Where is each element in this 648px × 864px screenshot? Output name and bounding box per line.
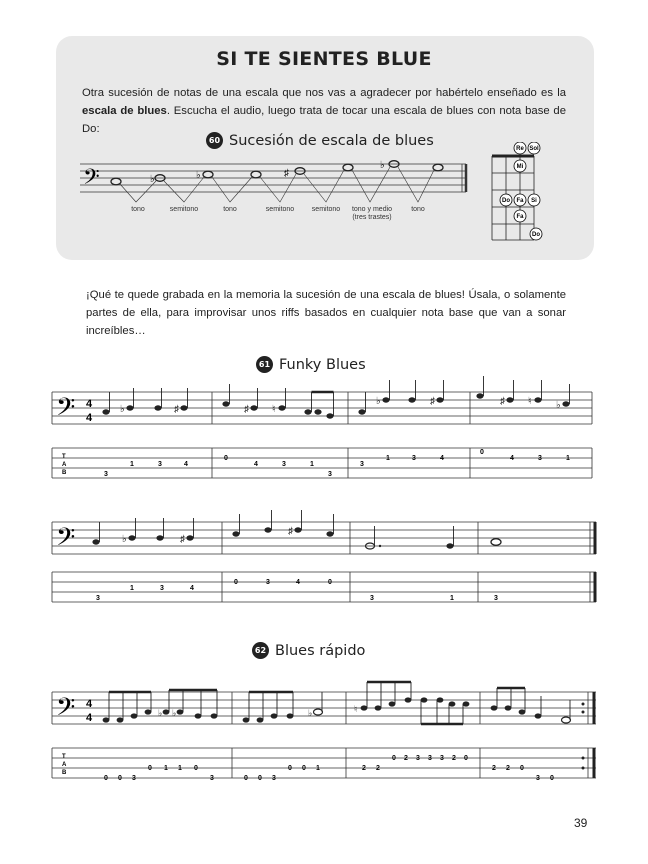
svg-text:3: 3 — [266, 579, 270, 586]
svg-text:0: 0 — [194, 765, 198, 772]
bass-clef-icon: 𝄢 — [56, 694, 76, 727]
svg-text:3: 3 — [272, 775, 276, 782]
svg-text:0: 0 — [464, 755, 468, 762]
fret-note-do: Do — [502, 198, 510, 204]
time-sig-bottom: 4 — [86, 712, 93, 724]
svg-text:3: 3 — [158, 461, 162, 468]
svg-text:3: 3 — [536, 775, 540, 782]
svg-text:2: 2 — [376, 765, 380, 772]
box-intro: Otra sucesión de notas de una escala que nos vas a agradecer por habértelo enseñado es la escala de blues. Escucha el audio, luego trata de tocar una escala de blues con nota base de Do: — [82, 87, 566, 135]
svg-text:0: 0 — [550, 775, 554, 782]
svg-text:0: 0 — [148, 765, 152, 772]
interval-label: tono — [131, 206, 145, 213]
svg-text:2: 2 — [492, 765, 496, 772]
svg-text:♯: ♯ — [430, 396, 435, 407]
svg-text:0: 0 — [118, 775, 122, 782]
svg-text:4: 4 — [190, 585, 194, 592]
svg-text:1: 1 — [566, 455, 570, 462]
svg-text:♮: ♮ — [354, 704, 358, 714]
svg-text:♭: ♭ — [376, 396, 381, 407]
svg-text:♯: ♯ — [244, 404, 249, 415]
interval-label: semitono — [169, 206, 199, 213]
svg-text:3: 3 — [160, 585, 164, 592]
fret-note-fa2: Fa — [516, 214, 524, 220]
svg-text:0: 0 — [224, 455, 228, 462]
svg-text:3: 3 — [328, 471, 332, 478]
svg-text:3: 3 — [494, 595, 498, 602]
svg-text:3: 3 — [104, 471, 108, 478]
svg-text:B: B — [62, 770, 67, 776]
svg-text:0: 0 — [328, 579, 332, 586]
tab-lines-3 — [52, 748, 596, 778]
page-number: 39 — [574, 816, 588, 830]
fret-note-fa: Fa — [516, 198, 524, 204]
svg-text:♭: ♭ — [556, 400, 561, 411]
fret-note-re: Re — [516, 146, 524, 152]
svg-text:0: 0 — [288, 765, 292, 772]
svg-text:0: 0 — [234, 579, 238, 586]
flat-icon: ♭ — [380, 160, 385, 171]
svg-text:♯: ♯ — [174, 404, 179, 415]
svg-text:4: 4 — [254, 461, 258, 468]
audio-track-badge: 61 — [256, 356, 273, 373]
svg-text:3: 3 — [428, 755, 432, 762]
box-title: SI TE SIENTES BLUE — [216, 48, 432, 70]
svg-text:3: 3 — [370, 595, 374, 602]
svg-text:3: 3 — [440, 755, 444, 762]
flat-icon: ♭ — [150, 174, 155, 185]
svg-text:A: A — [62, 762, 67, 768]
interval-label: tono — [223, 206, 237, 213]
svg-text:3: 3 — [412, 455, 416, 462]
svg-text:T: T — [62, 454, 66, 460]
svg-text:2: 2 — [404, 755, 408, 762]
svg-text:♯: ♯ — [288, 526, 293, 537]
svg-text:T: T — [62, 754, 66, 760]
time-sig-bottom: 4 — [86, 412, 93, 424]
svg-text:4: 4 — [440, 455, 444, 462]
svg-text:B: B — [62, 470, 67, 476]
interval-label: (tres trastes) — [352, 214, 392, 221]
bass-clef-icon: 𝄢 — [56, 524, 76, 557]
staff-lines-3 — [52, 692, 596, 724]
svg-text:♯: ♯ — [180, 534, 185, 545]
audio-track-badge: 62 — [252, 642, 269, 659]
interval-label: tono y medio — [351, 206, 393, 213]
interval-label: semitono — [311, 206, 341, 213]
fret-note-mi: Mi — [516, 164, 524, 170]
fret-note-si: Si — [531, 198, 537, 204]
svg-text:♭: ♭ — [308, 708, 313, 718]
svg-text:1: 1 — [450, 595, 454, 602]
svg-text:1: 1 — [178, 765, 182, 772]
svg-text:♮: ♮ — [528, 396, 532, 407]
svg-text:♮: ♮ — [272, 404, 276, 415]
svg-text:0: 0 — [104, 775, 108, 782]
svg-text:1: 1 — [310, 461, 314, 468]
audio-track-badge: 60 — [206, 132, 223, 149]
svg-text:0: 0 — [520, 765, 524, 772]
svg-text:2: 2 — [452, 755, 456, 762]
svg-text:1: 1 — [164, 765, 168, 772]
svg-text:0: 0 — [392, 755, 396, 762]
svg-text:♭: ♭ — [158, 708, 163, 718]
svg-text:A: A — [62, 462, 67, 468]
svg-text:0: 0 — [244, 775, 248, 782]
svg-text:3: 3 — [282, 461, 286, 468]
interval-label: tono — [411, 206, 425, 213]
svg-text:4: 4 — [510, 455, 514, 462]
svg-text:1: 1 — [316, 765, 320, 772]
bass-clef-icon: 𝄢 — [56, 394, 76, 427]
track-62-title: Blues rápido — [275, 643, 366, 659]
svg-text:4: 4 — [184, 461, 188, 468]
svg-text:1: 1 — [130, 461, 134, 468]
interval-label: semitono — [265, 206, 295, 213]
svg-text:2: 2 — [506, 765, 510, 772]
svg-text:0: 0 — [480, 449, 484, 456]
flat-icon: ♭ — [196, 170, 201, 181]
svg-text:0: 0 — [258, 775, 262, 782]
blues-scale-paragraph: ¡Qué te quede grabada en la memoria la sucesión de una escala de blues! Úsala, o solamente partes de ella, para improvisar unos riffs basados en cualquier nota base que van a sonar increíbles… — [86, 289, 566, 337]
svg-text:♭: ♭ — [172, 708, 177, 718]
track-60-title: Sucesión de escala de blues — [229, 133, 434, 149]
svg-text:3: 3 — [538, 455, 542, 462]
svg-text:1: 1 — [130, 585, 134, 592]
svg-text:4: 4 — [296, 579, 300, 586]
time-sig-top: 4 — [86, 398, 93, 410]
svg-text:3: 3 — [210, 775, 214, 782]
svg-text:3: 3 — [132, 775, 136, 782]
bass-clef-icon: 𝄢 — [83, 164, 100, 194]
svg-text:3: 3 — [416, 755, 420, 762]
svg-text:♭: ♭ — [120, 404, 125, 415]
sharp-icon: ♯ — [284, 168, 289, 179]
svg-text:♭: ♭ — [122, 534, 127, 545]
track-61-title: Funky Blues — [279, 357, 366, 373]
svg-text:3: 3 — [360, 461, 364, 468]
fret-note-do2: Do — [532, 232, 540, 238]
svg-text:2: 2 — [362, 765, 366, 772]
tab-clef-icon — [62, 754, 67, 776]
svg-text:0: 0 — [302, 765, 306, 772]
fret-note-sol: Sol — [529, 146, 539, 152]
svg-text:♯: ♯ — [500, 396, 505, 407]
svg-text:3: 3 — [96, 595, 100, 602]
time-sig-top: 4 — [86, 698, 93, 710]
svg-text:1: 1 — [386, 455, 390, 462]
